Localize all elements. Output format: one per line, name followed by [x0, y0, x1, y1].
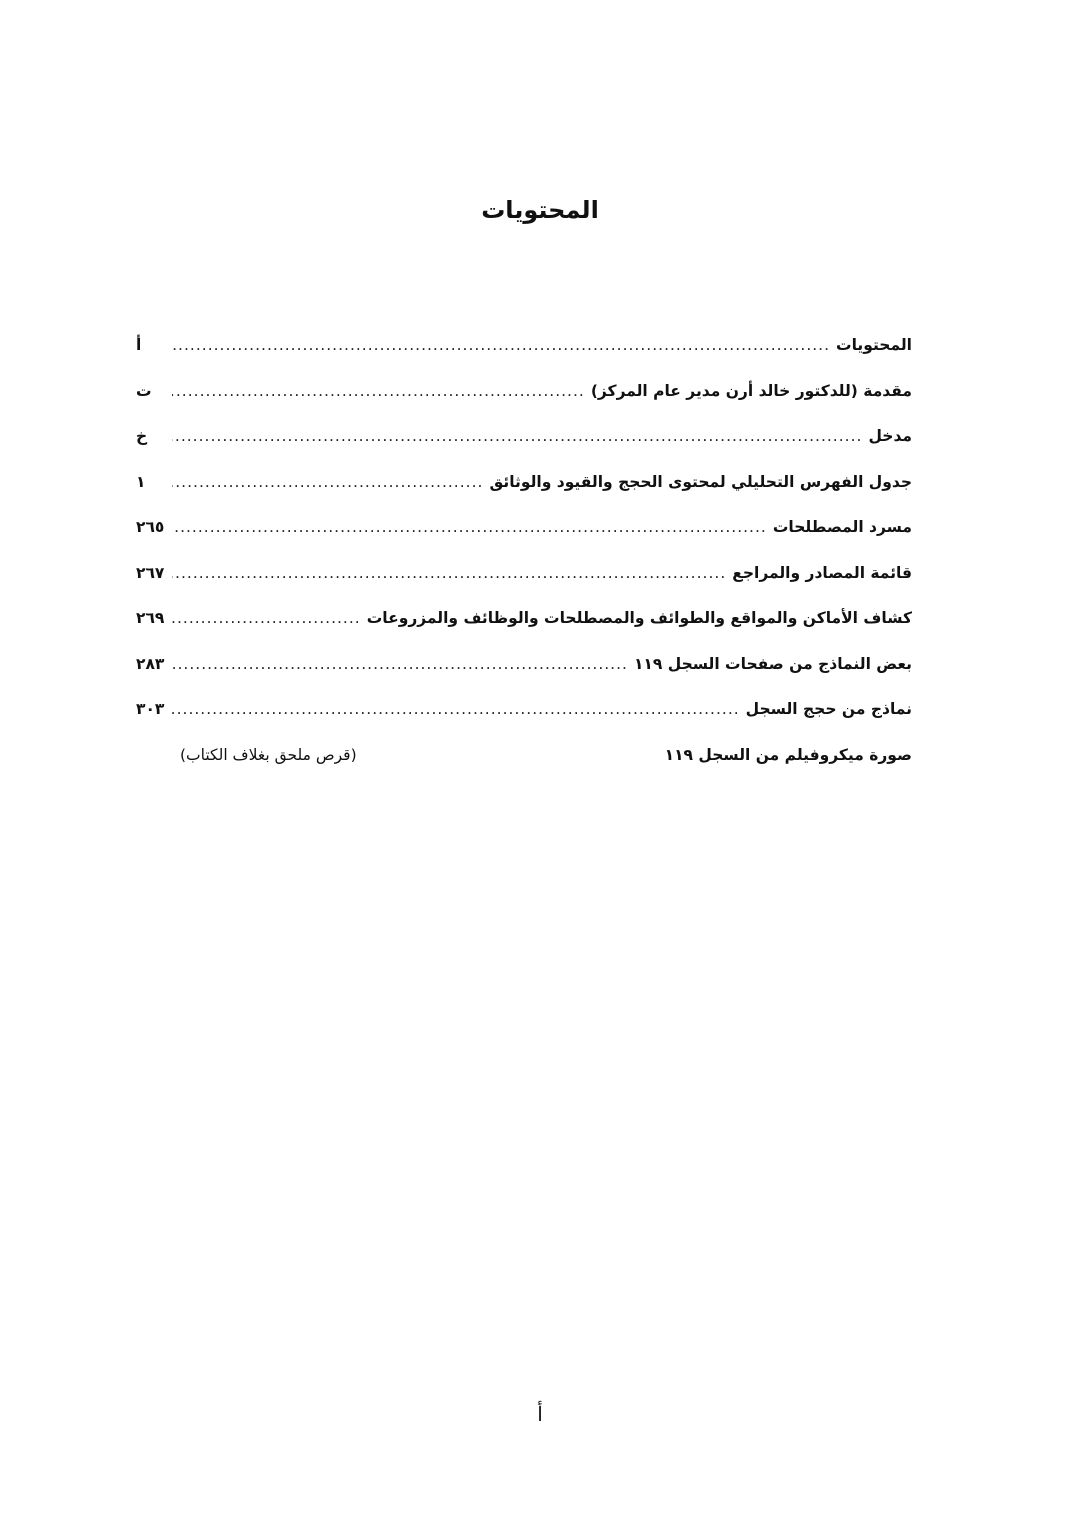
dot-leader [172, 336, 830, 354]
dot-leader [172, 427, 862, 445]
toc-entry-title: المحتويات [836, 336, 912, 354]
dot-leader [172, 564, 726, 582]
toc-entry-page: ت [136, 381, 152, 400]
toc-entry-page: ٢٦٩ [136, 609, 165, 627]
toc-entry [136, 382, 912, 428]
toc-entry-page: خ [136, 427, 148, 445]
toc-entry [136, 609, 912, 655]
toc-entry-title: كشاف الأماكن والمواقع والطوائف والمصطلحات والوظائف والمزروعات [366, 609, 912, 627]
toc-entry-title: صورة ميكروفيلم من السجل ١١٩ [664, 745, 912, 764]
toc-entry [136, 473, 912, 519]
dot-leader [172, 382, 585, 400]
toc-entry [136, 655, 912, 701]
dot-leader [172, 700, 740, 718]
toc-entry-title: جدول الفهرس التحليلي لمحتوى الحجج والقيود والوثائق [489, 472, 912, 491]
dot-leader [172, 609, 361, 627]
toc-entry-page: ٢٨٣ [136, 654, 165, 673]
toc-entry-microfilm [136, 746, 912, 792]
toc-entry-page: ٢٦٥ [136, 518, 165, 536]
dot-leader [172, 518, 767, 536]
toc-entry-page: أ [136, 336, 142, 354]
toc-entry-title: مدخل [868, 427, 912, 445]
toc-entry-note: (قرص ملحق بغلاف الكتاب) [180, 745, 357, 764]
toc-entry [136, 427, 912, 473]
toc-entry [136, 518, 912, 564]
toc-entry-page: ٣٠٣ [136, 700, 165, 718]
toc-entry-title: قائمة المصادر والمراجع [732, 563, 912, 582]
toc-entry [136, 700, 912, 746]
toc-entry-title: نماذج من حجج السجل [745, 700, 912, 718]
page-number: أ [537, 1402, 543, 1426]
toc-entry-title: بعض النماذج من صفحات السجل ١١٩ [633, 654, 912, 673]
toc-entry [136, 564, 912, 610]
dot-leader [172, 655, 628, 673]
toc-entry-title: مقدمة (للدكتور خالد أرن مدير عام المركز) [590, 381, 912, 400]
dot-leader [172, 473, 483, 491]
table-of-contents [136, 336, 912, 791]
toc-entry [136, 336, 912, 382]
toc-entry-page: ١ [136, 472, 146, 491]
page-title: المحتويات [481, 196, 599, 224]
toc-entry-title: مسرد المصطلحات [772, 518, 912, 536]
toc-entry-page: ٢٦٧ [136, 563, 165, 582]
